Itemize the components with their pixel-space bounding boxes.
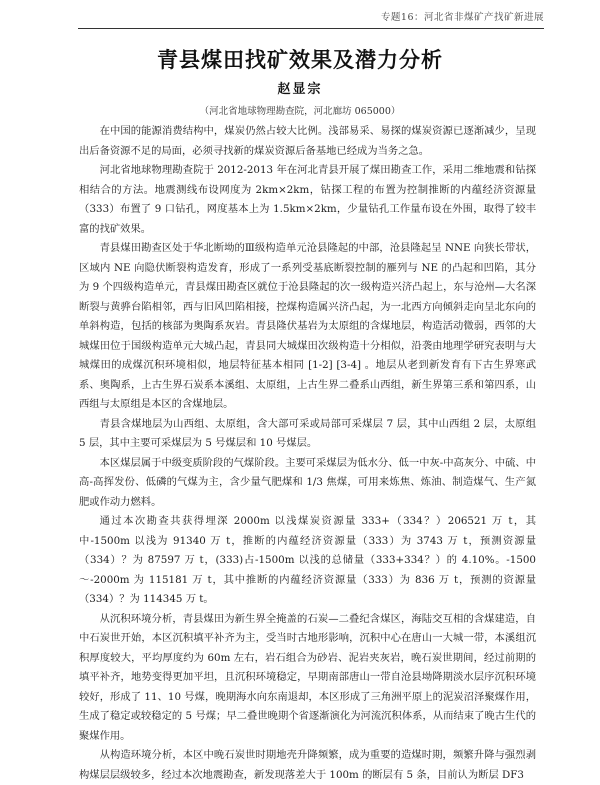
paragraph: 河北省地球物理勘查院于 2012-2013 年在河北青县开展了煤田勘查工作，采用二维地震和钻探相结合的方法。地震测线布设网度为 2km×2km，钻探工程的布置为控制推断的内蕴经济资源量（333）布置了 9 口钻孔，网度基本上为 1.5km×2km，少量钻孔工作量布设在外围，取得了较丰富的找矿效果。 <box>79 164 536 235</box>
paragraph: 青县煤田勘查区处于华北断坳的Ⅲ级构造单元沧县隆起的中部，沧县隆起呈 NNE 向狭长带状，区域内 NE 向隐伏断裂构造发育，形成了一系列受基底断裂控制的雁列与 NE 的凸起和凹陷，其分为 9 个四级构造单元，青县煤田勘查区就位于沧县隆起的次一级构造兴济凸起上，东与沧州—大名深断裂与黄骅台陷相邻，西与旧风凹陷相接，控煤构造属兴济凸起，为一北西方向倾斜走向呈北东向的单斜构造，包括的核部为奥陶系灰岩。青县隆伏基岩为太原组的含煤地层，构造活动微弱，西邻的大城煤田位于国级构造单元大城凸起，青县同大城煤田次级构造十分相似，沿袭由地理学研究表明与大城煤田的成煤沉积环境相似，地层特征基本相同 [1-2] [3-4] 。地层从老到新发育有下古生界寒武系、奥陶系，上古生界石炭系本溪组、太原组，上古生界二叠系山西组，新生界第三系和第四系，山西组与太原组是本区的含煤地层。 <box>79 242 536 410</box>
paragraph: 在中国的能源消费结构中，煤炭仍然占较大比例。浅部易采、易探的煤炭资源已逐渐减少，呈现出后备资源不足的局面，必须寻找新的煤炭资源后备基地已经成为当务之急。 <box>79 125 536 157</box>
paragraph: 青县含煤地层为山西组、太原组，含大部可采或局部可采煤层 7 层，其中山西组 2 层，太原组 5 层，其中主要可采煤层为 5 号煤层和 10 号煤层。 <box>79 417 536 449</box>
paper-title: 青县煤田找矿效果及潜力分析 <box>157 48 443 72</box>
header-rule <box>78 28 544 29</box>
article-body <box>79 122 536 785</box>
paragraph: 从沉积环境分析，青县煤田为新生界全掩盖的石炭—二叠纪含煤区，海陆交互相的含煤建造，自中石炭世开始，本区沉积填平补齐为主，受当时古地形影响，沉积中心在唐山一大城一带，本溪组沉积厚度较大，平均厚度约为 60m 左右，岩石组合为砂岩、泥岩夹灰岩，晚石炭世期间，经过前期的填平补齐，地势变得更加平坦，且沉积环境稳定，早期南部唐山一带自沧县坳降期淡水层序沉积环境较好，形成了 11、10 号煤，晚期海水向东南退却，本区形成了三角洲平原上的泥炭沼泽聚煤作用，生成了稳定或较稳定的 5 号煤；早二叠世晚期个省逐渐演化为河流沉积体系，从而结束了晚古生代的聚煤作用。 <box>79 612 536 742</box>
paragraph: 本区煤层属于中级变质阶段的气煤阶段。主要可采煤层为低水分、低一中灰-中高灰分、中硫、中高-高挥发份、低磷的气煤为主，含少量气肥煤和 1/3 焦煤，可用来炼焦、炼油、制造煤气、生产氮肥或作动力燃料。 <box>79 456 536 508</box>
running-head: 专题16：河北省非煤矿产找矿新进展 <box>380 12 544 23</box>
author-name: 赵显宗 <box>277 82 323 97</box>
paragraph: 从构造环境分析，本区中晚石炭世时期地壳升降频繁，成为重要的造煤时期，频繁升降与强烈剥构煤层层级较多，经过本次地震勘查，新发现落差大于 100m 的断层有 5 条，目前认为断层 DF3 <box>79 749 536 781</box>
affiliation: （河北省地球物理勘查院，河北廊坊 065000） <box>199 106 401 117</box>
paragraph: 通过本次勘查共获得埋深 2000m 以浅煤炭资源量 333+（334？）206521 万 t，其中-1500m 以浅为 91340 万 t，推断的内蕴经济资源量（333）为 3743 万 t，预测资源量（334）？为 87597 万 t，(333)占-1500m 以浅的总储量（333+334？）的 4.10%。-1500～-2000m 为 115181 万 t，其中推断的内蕴经济资源量（333）为 836 万 t，预测的资源量（334）？为 114345 万 t。 <box>79 515 536 605</box>
